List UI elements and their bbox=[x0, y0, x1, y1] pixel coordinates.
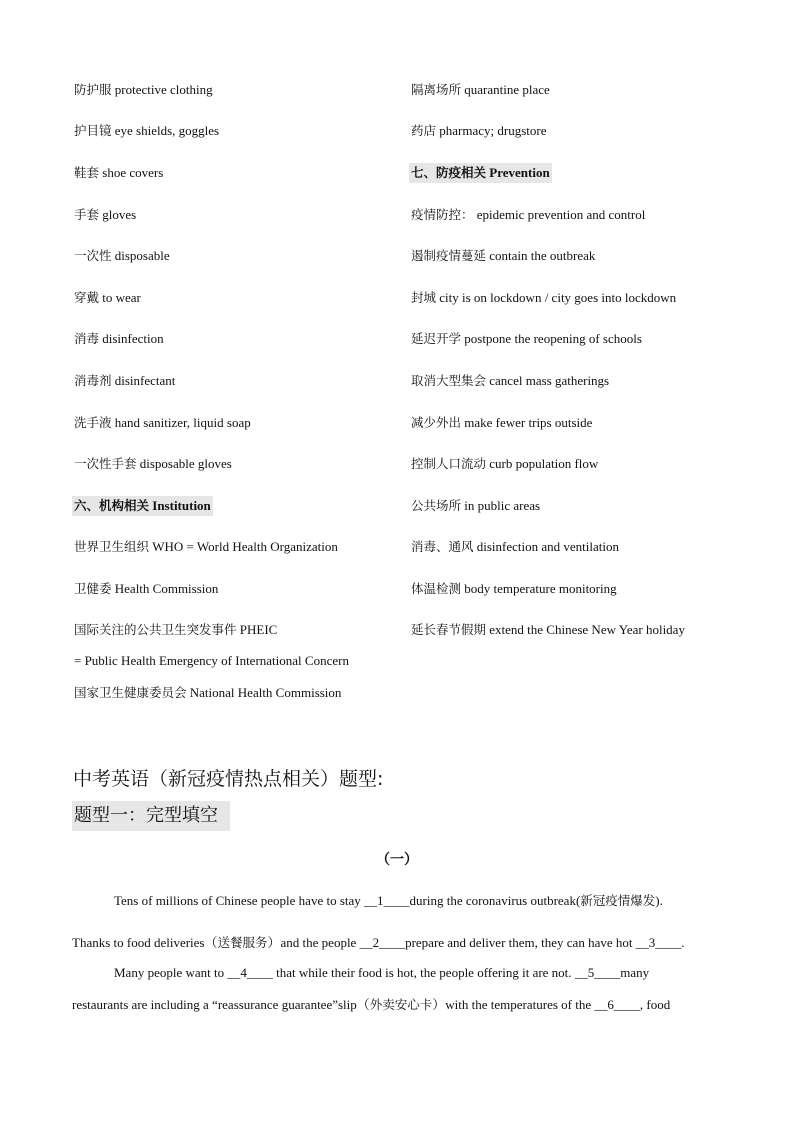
section-title: 中考英语（新冠疫情热点相关）题型: bbox=[73, 768, 384, 790]
vocab-item: 手套 gloves bbox=[74, 207, 137, 222]
vocab-item: 公共场所 in public areas bbox=[411, 498, 541, 513]
passage-line: Thanks to food deliveries（送餐服务）and the people __2____prepare and deliver them, they can have hot __3____. bbox=[72, 935, 685, 950]
vocab-item: 延迟开学 postpone the reopening of schools bbox=[411, 331, 642, 346]
vocab-item: 疫情防控： epidemic prevention and control bbox=[411, 207, 646, 222]
passage-line: Tens of millions of Chinese people have to stay __1____during the coronavirus outbreak(新冠疫情爆发). bbox=[114, 893, 663, 908]
passage-line: Many people want to __4____ that while their food is hot, the people offering it are not. __5____many bbox=[114, 965, 650, 980]
vocab-item: 防护服 protective clothing bbox=[74, 82, 213, 97]
vocab-item: 护目镜 eye shields, goggles bbox=[74, 123, 220, 138]
vocab-item: 消毒、通风 disinfection and ventilation bbox=[411, 539, 620, 554]
vocab-item: 世界卫生组织 WHO = World Health Organization bbox=[74, 539, 338, 554]
vocab-item: 穿戴 to wear bbox=[74, 290, 141, 305]
section-heading-institution: 六、机构相关 Institution bbox=[72, 496, 213, 516]
passage-number: （一） bbox=[376, 852, 418, 868]
vocab-item: 消毒剂 disinfectant bbox=[74, 373, 176, 388]
vocab-item: 一次性手套 disposable gloves bbox=[74, 456, 232, 471]
vocab-item: 消毒 disinfection bbox=[74, 331, 164, 346]
vocab-item: 卫健委 Health Commission bbox=[74, 581, 219, 596]
question-type-heading: 题型一：完型填空 bbox=[72, 801, 230, 831]
vocab-item: 国家卫生健康委员会 National Health Commission bbox=[74, 685, 342, 700]
vocab-item: 体温检测 body temperature monitoring bbox=[411, 581, 617, 596]
vocab-item: 控制人口流动 curb population flow bbox=[411, 456, 599, 471]
vocab-item: 药店 pharmacy; drugstore bbox=[411, 123, 547, 138]
vocab-item: 洗手液 hand sanitizer, liquid soap bbox=[74, 415, 251, 430]
section-heading-prevention: 七、防疫相关 Prevention bbox=[409, 163, 552, 183]
vocab-item: 延长春节假期 extend the Chinese New Year holiday bbox=[411, 622, 685, 637]
vocab-item: 一次性 disposable bbox=[74, 248, 170, 263]
vocab-item: 隔离场所 quarantine place bbox=[411, 82, 550, 97]
vocab-item: 取消大型集会 cancel mass gatherings bbox=[411, 373, 610, 388]
vocab-item: 遏制疫情蔓延 contain the outbreak bbox=[411, 248, 596, 263]
vocab-item: = Public Health Emergency of International Concern bbox=[74, 653, 349, 668]
vocab-item: 减少外出 make fewer trips outside bbox=[411, 415, 593, 430]
vocab-item: 鞋套 shoe covers bbox=[74, 165, 164, 180]
passage-line: restaurants are including a “reassurance guarantee”slip（外卖安心卡）with the temperatures of the __6____, food bbox=[72, 997, 671, 1012]
vocab-item: 封城 city is on lockdown / city goes into lockdown bbox=[411, 290, 677, 305]
vocab-item: 国际关注的公共卫生突发事件 PHEIC bbox=[74, 622, 278, 637]
